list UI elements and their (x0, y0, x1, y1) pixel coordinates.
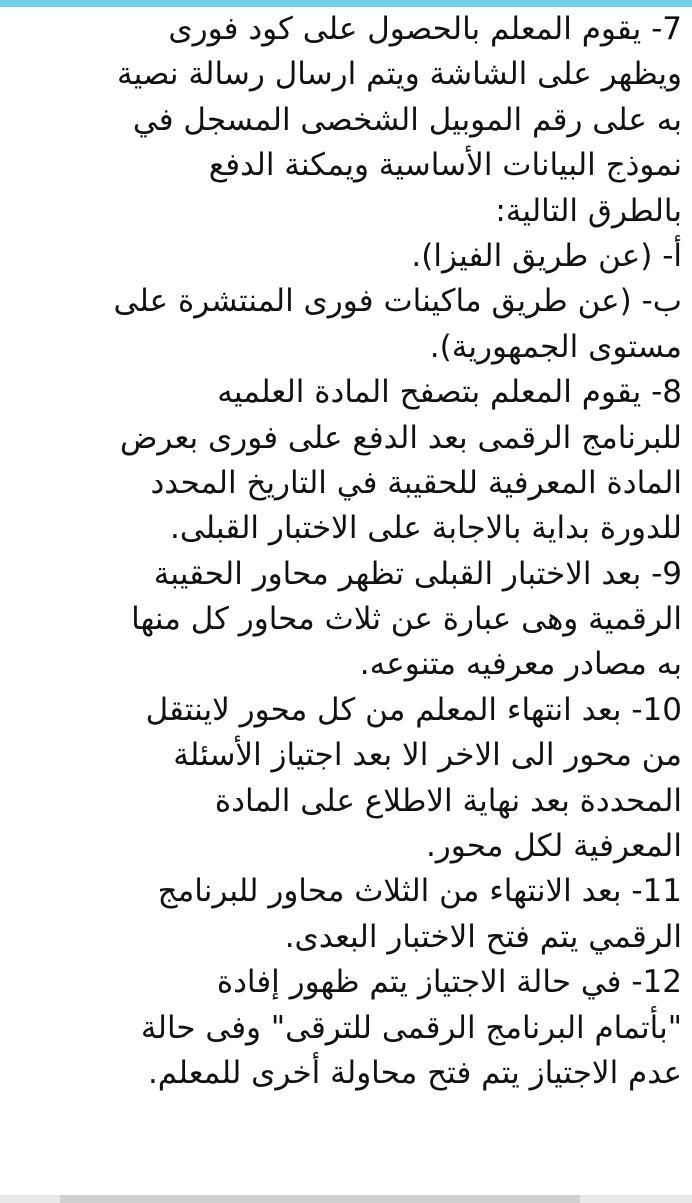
text-line: المعرفية لكل محور. (425, 828, 682, 865)
bottom-scroll-thumb (60, 1195, 580, 1203)
text-line: من محور الى الاخر الا بعد اجتياز الأسئلة (173, 737, 682, 774)
document-page (0, 7, 692, 1195)
text-line: بالطرق التالية: (495, 192, 682, 229)
text-line: ويظهر على الشاشة ويتم ارسال رسالة نصية (117, 56, 682, 93)
text-line: الرقمية وهى عبارة عن ثلاث محاور كل منها (131, 601, 682, 638)
text-line: أ- (عن طريق الفيزا). (411, 237, 682, 274)
text-line: للدورة بداية بالاجابة على الاختبار القبلى. (169, 510, 682, 547)
text-line: المادة المعرفية للحقيبة في التاريخ المحدد (150, 464, 682, 501)
text-line: به على رقم الموبيل الشخصى المسجل في (132, 101, 682, 138)
text-line: ب- (عن طريق ماكينات فورى المنتشرة على (113, 283, 682, 320)
text-line: نموذج البيانات الأساسية ويمكنة الدفع (208, 147, 682, 184)
text-line: 12- في حالة الاجتياز يتم ظهور إفادة (216, 964, 682, 1001)
text-line: عدم الاجتياز يتم فتح محاولة أخرى للمعلم. (147, 1054, 682, 1091)
text-line: الرقمي يتم فتح الاختبار البعدى. (284, 918, 682, 955)
text-line: 7- يقوم المعلم بالحصول على كود فورى (168, 11, 682, 47)
text-line: به مصادر معرفيه متنوعه. (359, 646, 682, 683)
text-line: مستوى الجمهورية). (429, 328, 682, 365)
bottom-scroll-bar (0, 1195, 692, 1203)
text-line: 8- يقوم المعلم بتصفح المادة العلميه (217, 374, 682, 411)
text-line: للبرنامج الرقمى بعد الدفع على فورى بعرض (119, 419, 682, 456)
text-line: "بأتمام البرنامج الرقمى للترقى" وفى حالة (140, 1009, 682, 1046)
text-line: 11- بعد الانتهاء من الثلاث محاور للبرنامج (157, 873, 682, 910)
text-line: 10- بعد انتهاء المعلم من كل محور لاينتقل (145, 691, 682, 728)
text-line: المحددة بعد نهاية الاطلاع على المادة (214, 782, 682, 819)
top-accent-bar (0, 0, 692, 7)
text-line: 9- بعد الاختبار القبلى تظهر محاور الحقيبة (153, 555, 682, 592)
